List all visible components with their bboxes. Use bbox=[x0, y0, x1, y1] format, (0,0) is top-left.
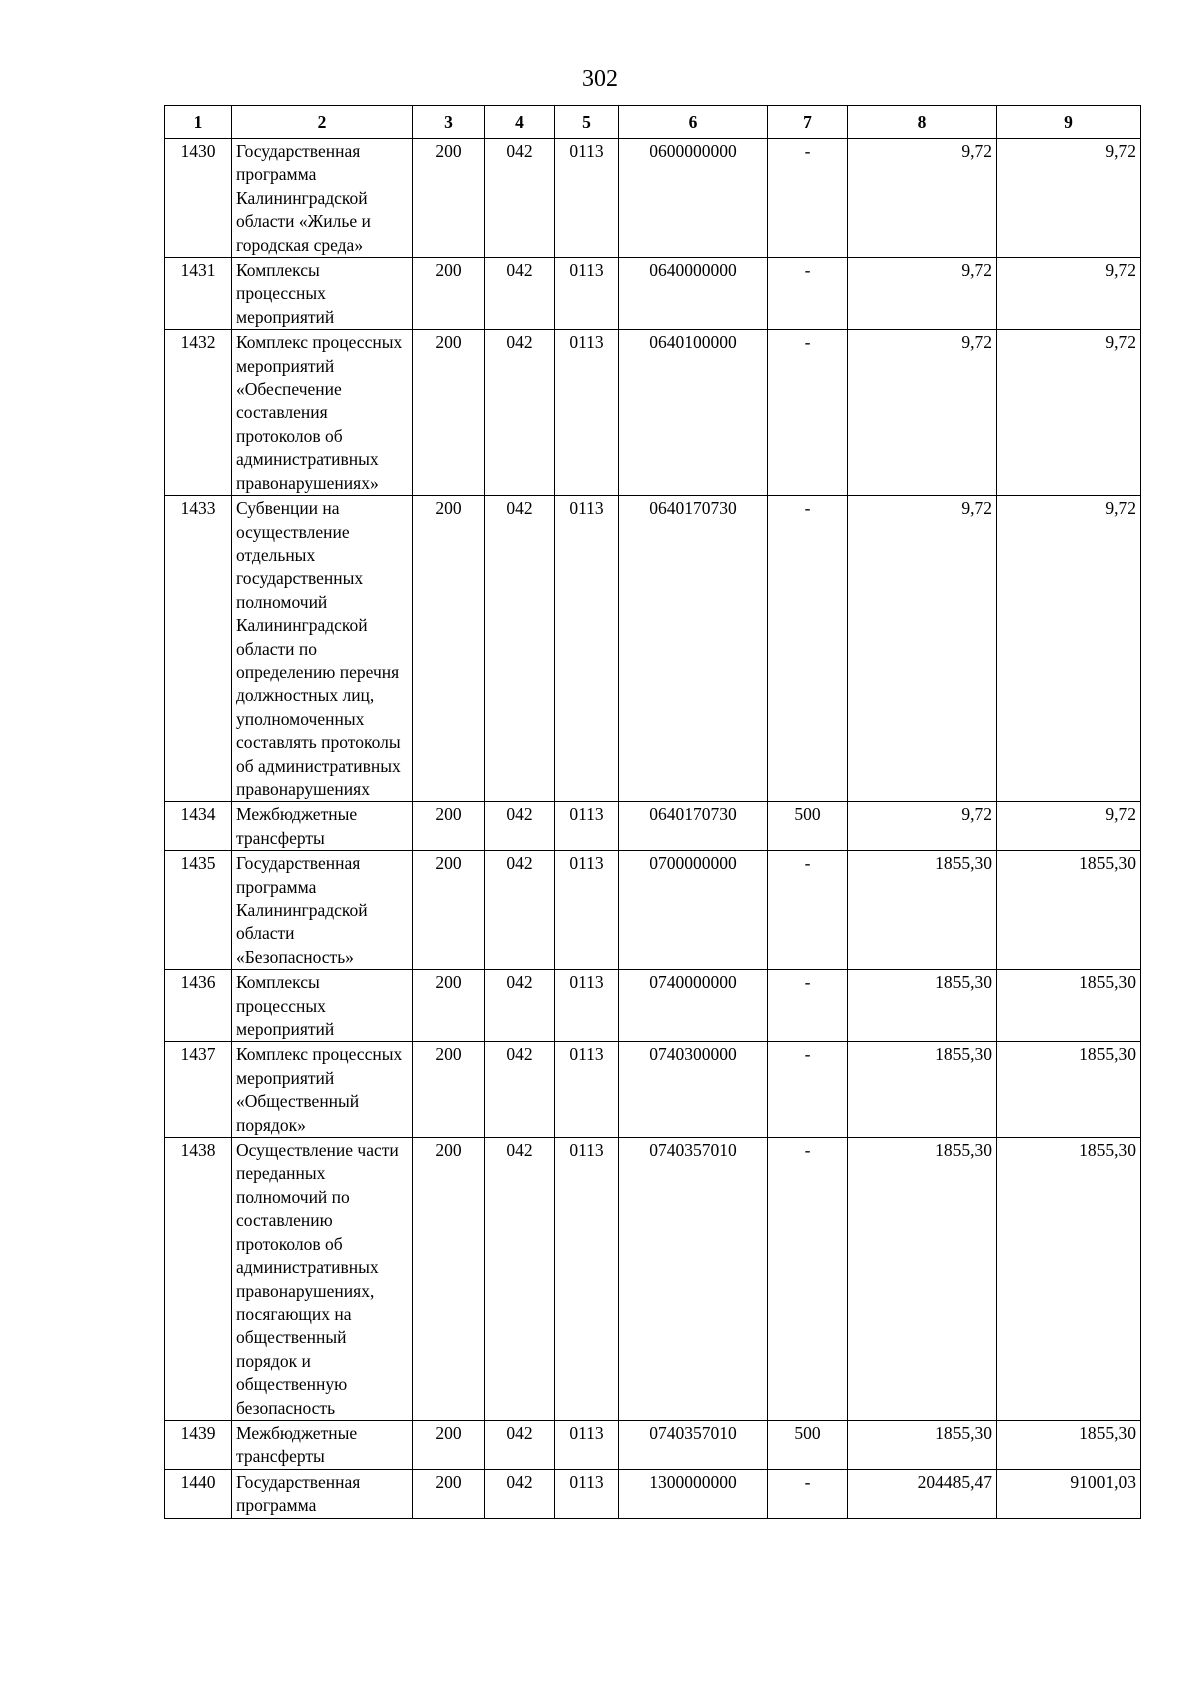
row-number: 1432 bbox=[165, 330, 232, 496]
row-col-7: - bbox=[768, 330, 848, 496]
row-col-8: 1855,30 bbox=[848, 1042, 997, 1138]
header-cell-5: 5 bbox=[555, 106, 619, 139]
row-col-4: 042 bbox=[485, 1138, 555, 1421]
row-col-8: 9,72 bbox=[848, 330, 997, 496]
row-col-9: 9,72 bbox=[997, 496, 1141, 802]
row-col-7: - bbox=[768, 970, 848, 1042]
row-col-4: 042 bbox=[485, 1420, 555, 1469]
row-col-6: 0740357010 bbox=[619, 1420, 768, 1469]
page-number: 302 bbox=[582, 66, 618, 92]
row-col-6: 0640000000 bbox=[619, 258, 768, 330]
row-number: 1433 bbox=[165, 496, 232, 802]
row-number: 1430 bbox=[165, 139, 232, 258]
table-row bbox=[165, 1138, 1141, 1421]
row-col-8: 1855,30 bbox=[848, 1138, 997, 1421]
row-name: Субвенции на осуществление отдельных государственных полномочий Калининградской области по определению перечня должностных лиц, уполномоченных составлять протоколы об административных правонарушениях bbox=[232, 496, 413, 802]
row-col-7: - bbox=[768, 1138, 848, 1421]
header-cell-9: 9 bbox=[997, 106, 1141, 139]
row-col-3: 200 bbox=[413, 1138, 485, 1421]
row-col-9: 1855,30 bbox=[997, 1138, 1141, 1421]
row-col-6: 0700000000 bbox=[619, 851, 768, 970]
row-col-5: 0113 bbox=[555, 851, 619, 970]
row-col-6: 0640100000 bbox=[619, 330, 768, 496]
row-name: Комплексы процессных мероприятий bbox=[232, 970, 413, 1042]
row-col-6: 0600000000 bbox=[619, 139, 768, 258]
row-name: Комплекс процессных мероприятий «Общественный порядок» bbox=[232, 1042, 413, 1138]
table-row bbox=[165, 1042, 1141, 1138]
row-col-9: 9,72 bbox=[997, 802, 1141, 851]
row-col-3: 200 bbox=[413, 1469, 485, 1518]
row-name: Межбюджетные трансферты bbox=[232, 1420, 413, 1469]
header-cell-4: 4 bbox=[485, 106, 555, 139]
table-row bbox=[165, 330, 1141, 496]
row-name: Государственная программа Калининградской области «Жилье и городская среда» bbox=[232, 139, 413, 258]
row-col-8: 204485,47 bbox=[848, 1469, 997, 1518]
row-col-9: 91001,03 bbox=[997, 1469, 1141, 1518]
row-col-5: 0113 bbox=[555, 1469, 619, 1518]
row-col-7: - bbox=[768, 258, 848, 330]
table-row bbox=[165, 851, 1141, 970]
row-name: Комплекс процессных мероприятий «Обеспечение составления протоколов об административных правонарушениях» bbox=[232, 330, 413, 496]
row-col-9: 1855,30 bbox=[997, 1420, 1141, 1469]
row-col-9: 9,72 bbox=[997, 330, 1141, 496]
row-col-7: - bbox=[768, 139, 848, 258]
header-cell-7: 7 bbox=[768, 106, 848, 139]
row-name: Государственная программа bbox=[232, 1469, 413, 1518]
row-col-6: 0640170730 bbox=[619, 802, 768, 851]
row-number: 1431 bbox=[165, 258, 232, 330]
row-col-3: 200 bbox=[413, 851, 485, 970]
row-col-7: - bbox=[768, 1469, 848, 1518]
row-col-3: 200 bbox=[413, 258, 485, 330]
row-col-5: 0113 bbox=[555, 1138, 619, 1421]
row-col-3: 200 bbox=[413, 330, 485, 496]
row-col-4: 042 bbox=[485, 1042, 555, 1138]
row-col-7: 500 bbox=[768, 802, 848, 851]
row-col-7: 500 bbox=[768, 1420, 848, 1469]
row-col-5: 0113 bbox=[555, 1420, 619, 1469]
row-col-9: 1855,30 bbox=[997, 1042, 1141, 1138]
table-row bbox=[165, 258, 1141, 330]
row-col-9: 1855,30 bbox=[997, 851, 1141, 970]
row-col-4: 042 bbox=[485, 330, 555, 496]
row-name: Государственная программа Калининградской области «Безопасность» bbox=[232, 851, 413, 970]
row-number: 1438 bbox=[165, 1138, 232, 1421]
row-col-7: - bbox=[768, 1042, 848, 1138]
row-col-5: 0113 bbox=[555, 802, 619, 851]
row-col-8: 1855,30 bbox=[848, 970, 997, 1042]
row-col-5: 0113 bbox=[555, 139, 619, 258]
table-row bbox=[165, 139, 1141, 258]
header-cell-1: 1 bbox=[165, 106, 232, 139]
row-col-4: 042 bbox=[485, 139, 555, 258]
row-number: 1435 bbox=[165, 851, 232, 970]
header-cell-6: 6 bbox=[619, 106, 768, 139]
row-col-7: - bbox=[768, 496, 848, 802]
row-col-5: 0113 bbox=[555, 970, 619, 1042]
row-name: Осуществление части переданных полномочий по составлению протоколов об административных правонарушениях, посягающих на общественный порядок и общественную безопасность bbox=[232, 1138, 413, 1421]
row-col-4: 042 bbox=[485, 970, 555, 1042]
row-col-6: 1300000000 bbox=[619, 1469, 768, 1518]
row-col-6: 0640170730 bbox=[619, 496, 768, 802]
row-col-3: 200 bbox=[413, 970, 485, 1042]
row-col-6: 0740300000 bbox=[619, 1042, 768, 1138]
row-number: 1436 bbox=[165, 970, 232, 1042]
header-cell-3: 3 bbox=[413, 106, 485, 139]
row-col-4: 042 bbox=[485, 1469, 555, 1518]
row-col-9: 1855,30 bbox=[997, 970, 1141, 1042]
row-col-6: 0740000000 bbox=[619, 970, 768, 1042]
row-col-4: 042 bbox=[485, 258, 555, 330]
row-number: 1437 bbox=[165, 1042, 232, 1138]
row-number: 1440 bbox=[165, 1469, 232, 1518]
header-row bbox=[165, 106, 1141, 139]
table-row bbox=[165, 802, 1141, 851]
row-col-8: 1855,30 bbox=[848, 851, 997, 970]
row-col-3: 200 bbox=[413, 1042, 485, 1138]
header-cell-8: 8 bbox=[848, 106, 997, 139]
row-name: Комплексы процессных мероприятий bbox=[232, 258, 413, 330]
row-col-8: 9,72 bbox=[848, 802, 997, 851]
row-col-3: 200 bbox=[413, 139, 485, 258]
row-col-3: 200 bbox=[413, 802, 485, 851]
row-col-8: 9,72 bbox=[848, 258, 997, 330]
row-col-7: - bbox=[768, 851, 848, 970]
table-row bbox=[165, 970, 1141, 1042]
row-col-5: 0113 bbox=[555, 496, 619, 802]
row-col-4: 042 bbox=[485, 851, 555, 970]
table-row bbox=[165, 1469, 1141, 1518]
table-row bbox=[165, 1420, 1141, 1469]
row-name: Межбюджетные трансферты bbox=[232, 802, 413, 851]
table-row bbox=[165, 496, 1141, 802]
row-col-8: 9,72 bbox=[848, 496, 997, 802]
row-col-3: 200 bbox=[413, 496, 485, 802]
row-col-3: 200 bbox=[413, 1420, 485, 1469]
row-col-6: 0740357010 bbox=[619, 1138, 768, 1421]
row-col-8: 1855,30 bbox=[848, 1420, 997, 1469]
header-cell-2: 2 bbox=[232, 106, 413, 139]
row-col-4: 042 bbox=[485, 496, 555, 802]
row-col-5: 0113 bbox=[555, 258, 619, 330]
row-col-5: 0113 bbox=[555, 330, 619, 496]
row-number: 1439 bbox=[165, 1420, 232, 1469]
budget-table bbox=[164, 105, 1141, 1519]
row-col-4: 042 bbox=[485, 802, 555, 851]
row-col-5: 0113 bbox=[555, 1042, 619, 1138]
row-col-9: 9,72 bbox=[997, 139, 1141, 258]
row-col-9: 9,72 bbox=[997, 258, 1141, 330]
row-col-8: 9,72 bbox=[848, 139, 997, 258]
row-number: 1434 bbox=[165, 802, 232, 851]
